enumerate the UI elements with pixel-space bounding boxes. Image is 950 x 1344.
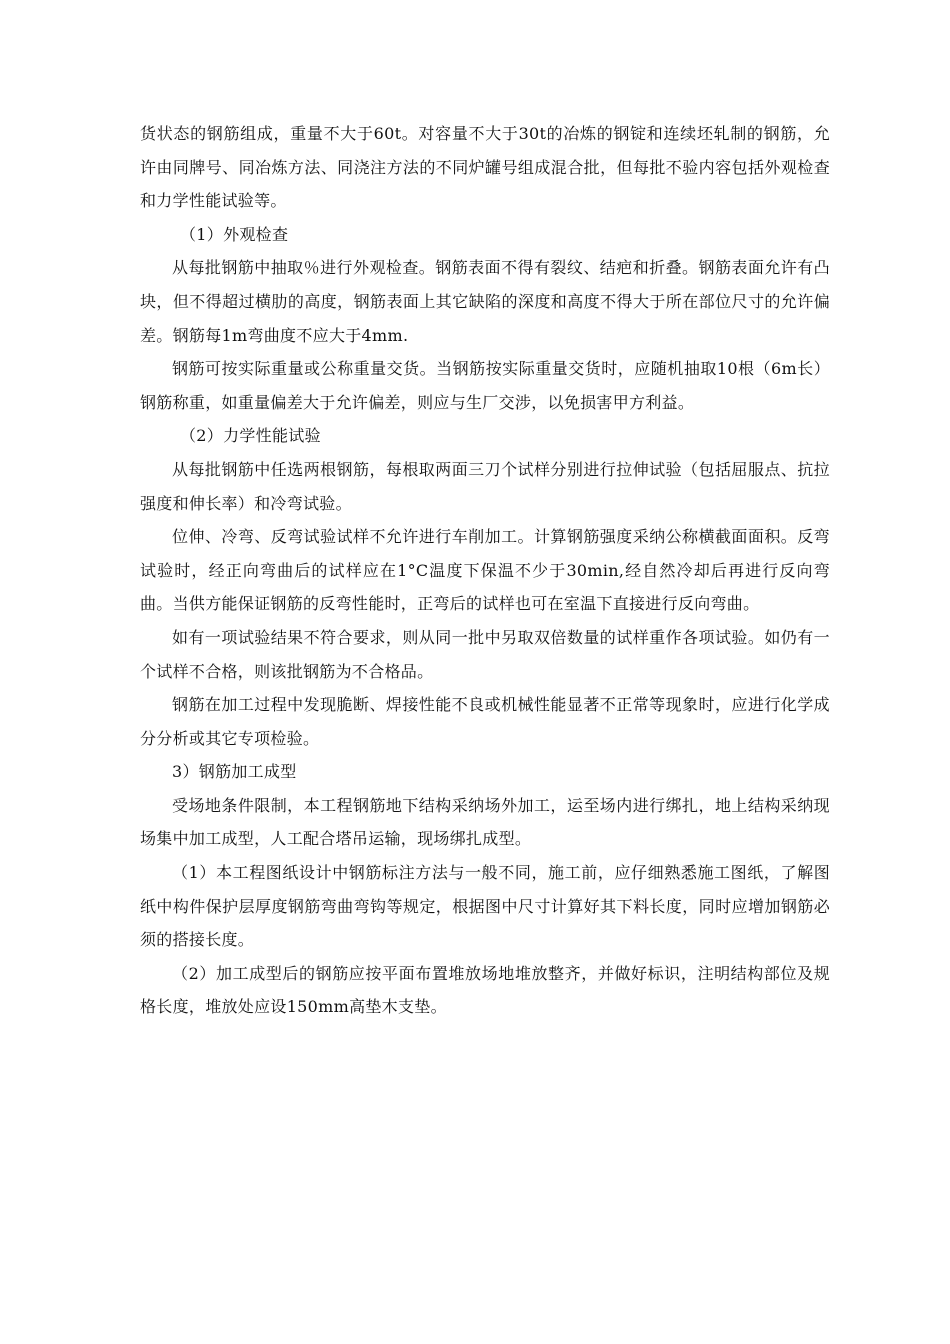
paragraph-retest: 如有一项试验结果不符合要求，则从同一批中另取双倍数量的试样重作各项试验。如仍有一个试样不合格，则该批钢筋为不合格品。 — [140, 627, 830, 681]
paragraph-drawing-review: （1）本工程图纸设计中钢筋标注方法与一般不同，施工前，应仔细熟悉施工图纸，了解图纸中构件保护层厚度钢筋弯曲弯钩等规定，根据图中尺寸计算好其下料长度，同时应增加钢筋必须的搭接长度。 — [140, 863, 830, 950]
paragraph-weight-delivery: 钢筋可按实际重量或公称重量交货。当钢筋按实际重量交货时，应随机抽取10根（6m长）钢筋称重，如重量偏差大于允许偏差，则应与生厂交涉，以免损害甲方利益。 — [140, 359, 830, 412]
paragraph-tensile-bend-test: 从每批钢筋中任选两根钢筋，每根取两面三刀个试样分别进行拉伸试验（包括屈服点、抗拉强度和伸长率）和冷弯试验。 — [140, 459, 830, 513]
heading-visual-inspection: （1）外观检查 — [180, 224, 289, 244]
heading-mechanical-test: （2）力学性能试验 — [180, 426, 321, 446]
paragraph-specimen-rules: 位伸、冷弯、反弯试验试样不允许进行车削加工。计算钢筋强度采纳公称横截面面积。反弯试验时，经正向弯曲后的试样应在1°C温度下保温不少于30min,经自然冷却后再进行反向弯曲。当供方能保证钢筋的反弯性能时，正弯后的试样也可在室温下直接进行反向弯曲。 — [140, 527, 830, 614]
document-body — [140, 117, 830, 1024]
paragraph-site-conditions: 受场地条件限制，本工程钢筋地下结构采纳场外加工，运至场内进行绑扎，地上结构采纳现场集中加工成型，人工配合塔吊运输，现场绑扎成型。 — [140, 795, 830, 849]
paragraph-batch-composition: 货状态的钢筋组成，重量不大于60t。对容量不大于30t的冶炼的钢锭和连续坯轧制的钢筋，允许由同牌号、同冶炼方法、同浇注方法的不同炉罐号组成混合批，但每批不验内容包括外观检查和力学性能试验等。 — [140, 124, 830, 211]
heading-rebar-processing: 3）钢筋加工成型 — [172, 762, 297, 782]
paragraph-visual-inspection: 从每批钢筋中抽取％进行外观检查。钢筋表面不得有裂纹、结疤和折叠。钢筋表面允许有凸块，但不得超过横肋的高度，钢筋表面上其它缺陷的深度和高度不得大于所在部位尺寸的允许偏差。钢筋每1m弯曲度不应大于4mm. — [140, 258, 830, 345]
paragraph-stacking: （2）加工成型后的钢筋应按平面布置堆放场地堆放整齐，并做好标识，注明结构部位及规格长度，堆放处应设150mm高垫木支垫。 — [140, 963, 830, 1017]
paragraph-chemical-analysis: 钢筋在加工过程中发现脆断、焊接性能不良或机械性能显著不正常等现象时，应进行化学成分分析或其它专项检验。 — [140, 695, 830, 748]
